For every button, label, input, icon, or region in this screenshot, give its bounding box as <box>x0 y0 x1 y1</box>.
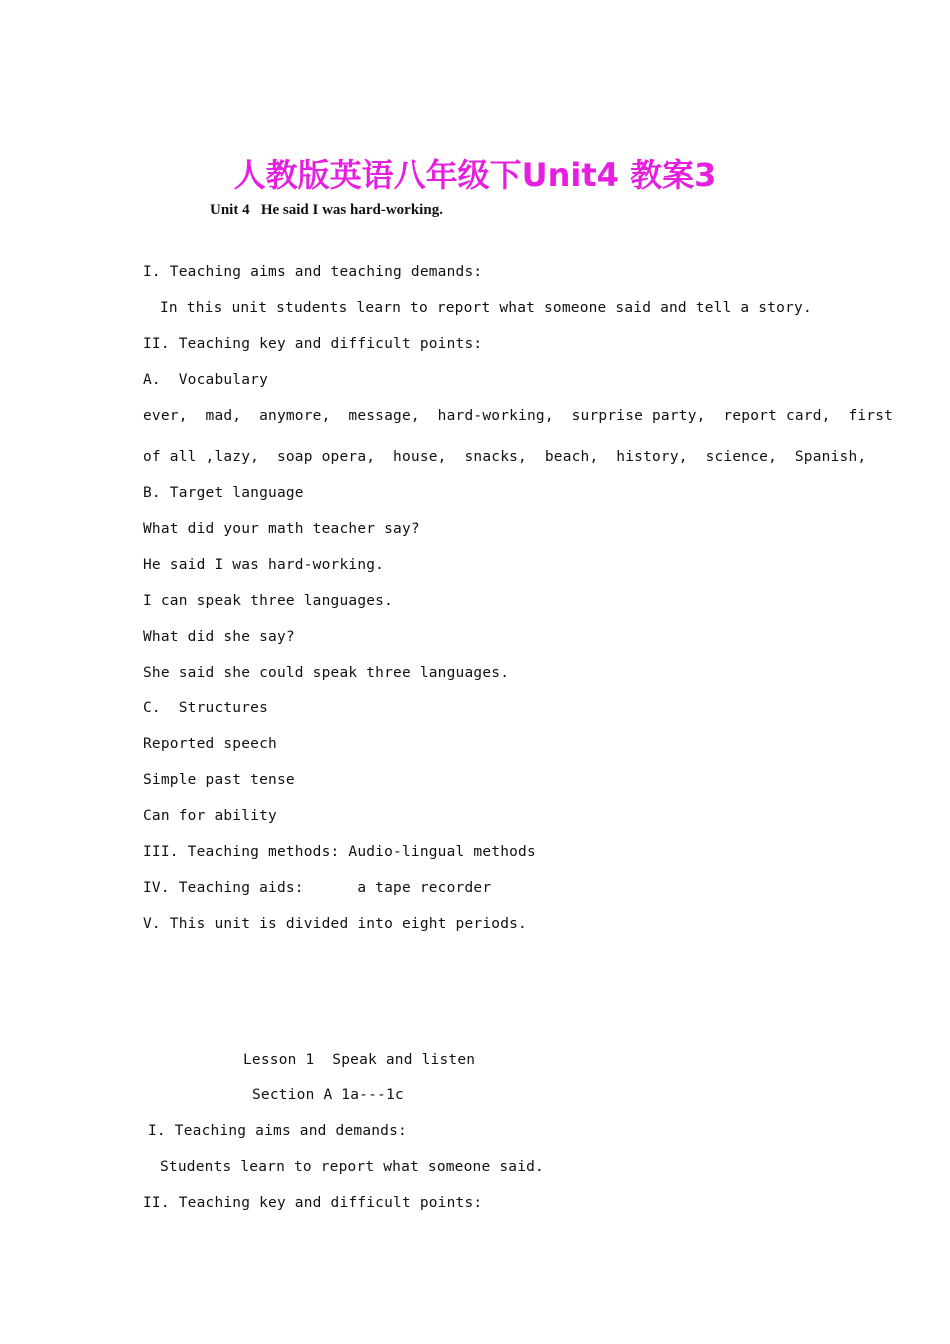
section-1-body: In this unit students learn to report what someone said and tell a story. <box>160 300 812 316</box>
lesson-aims-heading: I. Teaching aims and demands: <box>148 1123 407 1139</box>
target-language-line: What did your math teacher say? <box>143 521 420 537</box>
section-2-heading: II. Teaching key and difficult points: <box>143 336 483 352</box>
section-1-heading: I. Teaching aims and teaching demands: <box>143 264 483 280</box>
structures-heading: C. Structures <box>143 700 269 716</box>
lesson-title: Lesson 1 Speak and listen <box>243 1052 476 1068</box>
lesson-aims-body: Students learn to report what someone said. <box>160 1159 544 1175</box>
section-3-methods: III. Teaching methods: Audio-lingual methods <box>143 844 536 860</box>
structure-item: Reported speech <box>143 736 277 752</box>
target-language-line: What did she say? <box>143 629 295 645</box>
vocabulary-line-1: ever, mad, anymore, message, hard-working, surprise party, report card, first <box>143 408 894 424</box>
vocabulary-line-2: of all ,lazy, soap opera, house, snacks, beach, history, science, Spanish, <box>143 449 867 465</box>
target-language-heading: B. Target language <box>143 485 304 501</box>
lesson-key-heading: II. Teaching key and difficult points: <box>143 1195 483 1211</box>
target-language-line: She said she could speak three languages. <box>143 665 510 681</box>
structure-item: Simple past tense <box>143 772 295 788</box>
vocabulary-heading: A. Vocabulary <box>143 372 269 388</box>
document-subtitle: Unit 4 He said I was hard-working. <box>210 202 443 218</box>
target-language-line: I can speak three languages. <box>143 593 394 609</box>
document-title: 人教版英语八年级下Unit4 教案3 <box>233 156 717 194</box>
lesson-section: Section A 1a---1c <box>252 1087 404 1103</box>
structure-item: Can for ability <box>143 808 277 824</box>
section-5-periods: V. This unit is divided into eight periods. <box>143 916 527 932</box>
target-language-line: He said I was hard-working. <box>143 557 385 573</box>
section-4-aids: IV. Teaching aids: a tape recorder <box>143 880 492 896</box>
